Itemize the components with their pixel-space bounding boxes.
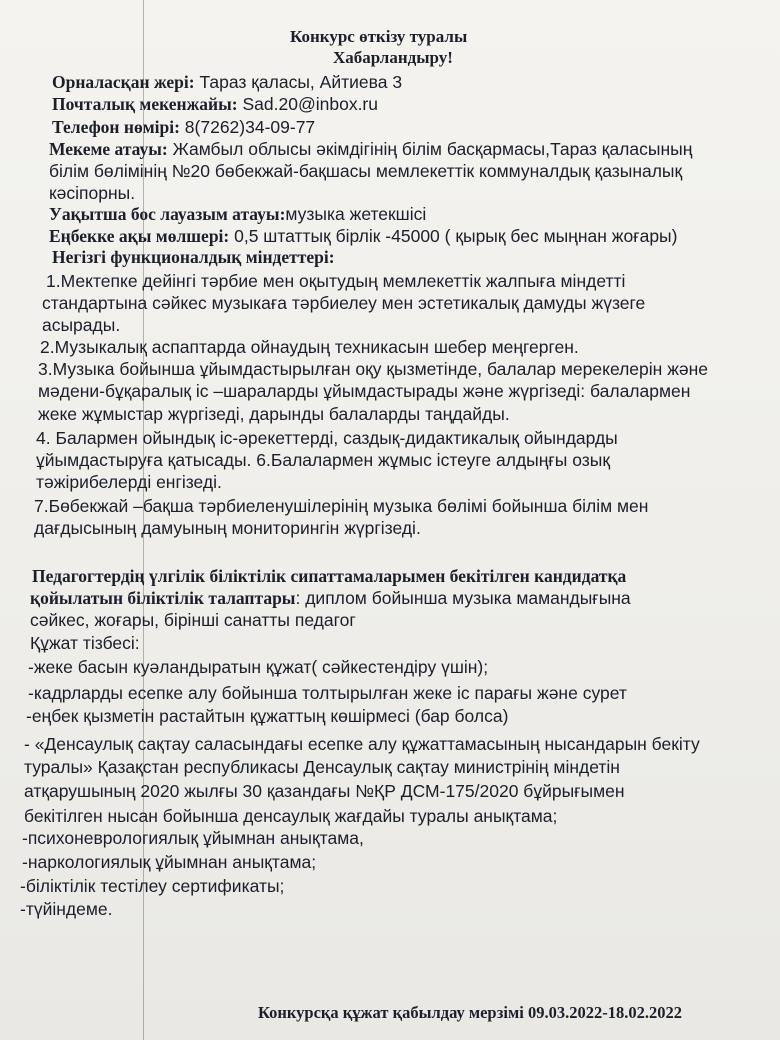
salary-value: 0,5 штаттық бірлік -45000 ( қырық бес мыңнан жоғары): [229, 226, 678, 246]
location-row: [52, 71, 402, 93]
postal-value: Sad.20@inbox.ru: [237, 94, 378, 114]
postal-row: [52, 93, 378, 115]
position-label: Уақытша бос лауазым атауы:: [49, 204, 286, 224]
requirements-heading-2: қойылатын біліктілік талаптары: [30, 588, 296, 608]
documents-heading: Құжат тізбесі:: [30, 633, 140, 653]
duties-heading: Негізгі функционалдық міндеттері:: [52, 247, 335, 267]
document-item: бекітілген нысан бойынша денсаулық жағдайы туралы анықтама;: [24, 806, 558, 826]
document-item: -біліктілік тестілеу сертификаты;: [20, 876, 285, 896]
duty-line: тәжірибелерді енгізеді.: [36, 472, 222, 492]
duty-line: 3.Музыка бойынша ұйымдастырылған оқу қызметінде, балалар мерекелерін және: [38, 359, 709, 379]
duty-line: 7.Бөбекжай –бақша тәрбиеленушілерінің музыка бөлімі бойынша білім мен: [34, 496, 649, 516]
duty-line: 2.Музыкалық аспаптарда ойнаудың техникасын шебер меңгерген.: [40, 337, 579, 357]
salary-label: Еңбекке ақы мөлшері:: [49, 226, 230, 246]
document-item: -наркологиялық ұйымнан анықтама;: [22, 852, 317, 872]
document-item: -жеке басын куәландыратын құжат( сәйкестендіру үшін);: [28, 657, 489, 677]
org-label: Мекеме атауы:: [49, 139, 168, 159]
location-value: Тараз қаласы, Айтиева 3: [194, 72, 403, 92]
phone-label: Телефон нөмірі:: [52, 117, 180, 137]
postal-label: Почталық мекенжайы:: [52, 94, 238, 114]
org-value-1: Жамбыл облысы әкімдігінің білім басқармасы,Тараз қаласының: [167, 139, 693, 159]
document-item: атқарушының 2020 жылғы 30 қазандағы №ҚР ДСМ-175/2020 бұйрығымен: [24, 781, 625, 801]
position-value: музыка жетекшісі: [285, 204, 427, 224]
document-item: -түйіндеме.: [20, 899, 113, 919]
position-row: [49, 203, 426, 225]
requirements-value-3: сәйкес, жоғары, бірінші санатты педагог: [30, 610, 356, 630]
requirements-heading-1: Педагогтердің үлгілік біліктілік сипаттамаларымен бекітілген кандидатқа: [32, 566, 627, 586]
document-item: -психоневрологиялық ұйымнан анықтама,: [22, 828, 364, 848]
org-value-3: кәсіпорны.: [49, 183, 136, 203]
duty-line: 1.Мектепке дейінгі тәрбие мен оқытудың мемлекеттік жалпыға міндетті: [46, 271, 626, 291]
duty-line: 4. Балармен ойындық іс-әрекеттерді, саздық-дидактикалық ойындарды: [36, 428, 618, 448]
requirements-row-2: [30, 587, 631, 609]
location-label: Орналасқан жері:: [52, 72, 195, 92]
salary-row: [49, 225, 677, 247]
duty-line: жеке жұмыстар жүргізеді, дарынды балаларды таңдайды.: [38, 404, 510, 424]
phone-value: 8(7262)34-09-77: [179, 117, 316, 137]
duty-line: стандартына сәйкес музыкаға тәрбиелеу мен эстетикалық дамуды жүзеге: [42, 293, 646, 313]
phone-row: [52, 116, 315, 138]
duty-line: дағдысының дамуының мониторингін жүргізеді.: [34, 518, 421, 538]
duty-line: мәдени-бұқаралық іс –шараларды ұйымдастырады және жүргізеді: балалармен: [38, 381, 691, 401]
org-row: [49, 138, 692, 160]
requirements-value-2: : диплом бойынша музыка мамандығына: [295, 588, 631, 608]
document-item: туралы» Қазақстан республикасы Денсаулық сақтау министрінің міндетін: [24, 757, 620, 777]
title-line-1: Конкурс өткізу туралы: [290, 27, 468, 46]
org-value-2: білім бөлімінің №20 бөбекжай-бақшасы мемлекеттік коммуналдық қазыналық: [49, 161, 683, 181]
document-item: -кадрларды есепке алу бойынша толтырылған жеке іс парағы және сурет: [28, 683, 627, 703]
document-item: - «Денсаулық сақтау саласындағы есепке алу құжаттамасының нысандарын бекіту: [24, 734, 700, 754]
duty-line: ұйымдастыруға қатысады. 6.Балалармен жұмыс істеуге алдыңғы озық: [36, 450, 611, 470]
submission-deadline: Конкурсқа құжат қабылдау мерзімі 09.03.2022-18.02.2022: [258, 1003, 682, 1022]
document-item: -еңбек қызметін растайтын құжаттың көшірмесі (бар болса): [26, 706, 509, 726]
duty-line: асырады.: [42, 315, 121, 335]
title-line-2: Хабарландыру!: [333, 48, 453, 67]
